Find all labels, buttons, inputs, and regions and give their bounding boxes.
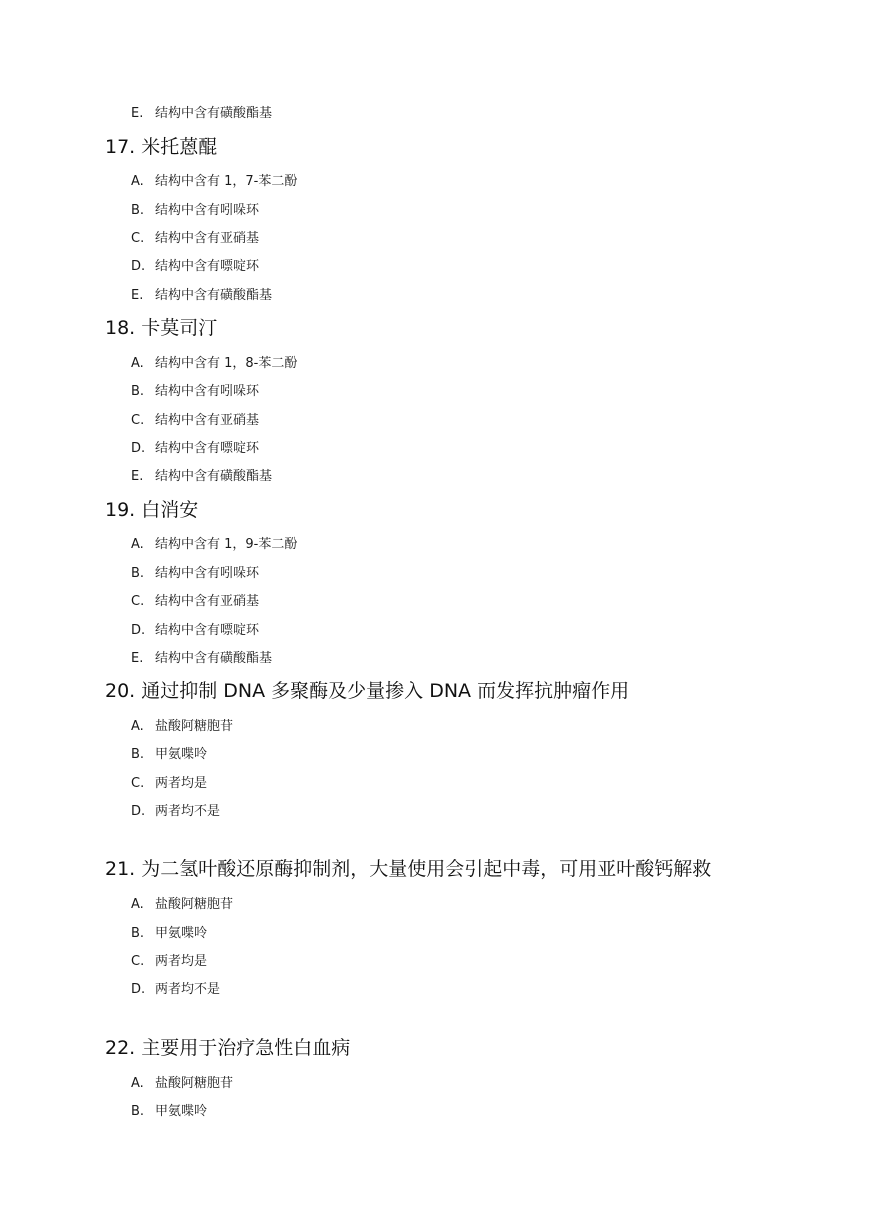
option-item (131, 468, 272, 486)
option-item (131, 1075, 233, 1093)
option-letter: C. (131, 954, 145, 969)
option-letter: D. (131, 804, 146, 819)
option-letter: A. (131, 897, 144, 912)
question-17-title: 17. 米托蒽醌 (105, 136, 218, 158)
option-letter: C. (131, 594, 145, 609)
option-item (131, 355, 297, 373)
question-22-title: 22. 主要用于治疗急性白血病 (105, 1037, 351, 1059)
option-letter: A. (131, 174, 144, 189)
option-letter: D. (131, 441, 146, 456)
option-item (131, 622, 259, 640)
option-letter: D. (131, 982, 146, 997)
option-item (131, 953, 207, 971)
option-text: 结构中含有吲哚环 (155, 203, 260, 218)
option-text: 结构中含有 1，7-苯二酚 (155, 174, 298, 189)
option-item (131, 775, 207, 793)
option-text: 两者均不是 (155, 982, 221, 997)
option-letter: B. (131, 1104, 145, 1119)
option-letter: B. (131, 203, 145, 218)
option-letter: E. (131, 288, 144, 303)
option-text: 结构中含有磺酸酯基 (155, 651, 273, 666)
option-text: 结构中含有亚硝基 (155, 413, 260, 428)
option-item (131, 383, 259, 401)
option-letter: A. (131, 537, 144, 552)
option-item (131, 803, 220, 821)
option-text: 两者均不是 (155, 804, 221, 819)
option-letter: A. (131, 356, 144, 371)
option-text: 结构中含有吲哚环 (155, 566, 260, 581)
option-text: 结构中含有嘌啶环 (155, 441, 260, 456)
option-letter: E. (131, 106, 144, 121)
option-item (131, 412, 259, 430)
option-letter: A. (131, 1076, 144, 1091)
question-19-title: 19. 白消安 (105, 499, 199, 521)
option-item (131, 718, 233, 736)
option-text: 盐酸阿糖胞苷 (155, 897, 234, 912)
option-item (131, 925, 207, 943)
option-item (131, 536, 297, 554)
option-letter: C. (131, 231, 145, 246)
option-letter: B. (131, 384, 145, 399)
option-item (131, 440, 259, 458)
option-item (131, 565, 259, 583)
option-letter: E. (131, 651, 144, 666)
option-item (131, 287, 272, 305)
option-item (131, 258, 259, 276)
option-item (131, 981, 220, 999)
option-letter: B. (131, 747, 145, 762)
option-text: 结构中含有 1，9-苯二酚 (155, 537, 298, 552)
option-letter: B. (131, 926, 145, 941)
option-text: 结构中含有嘌啶环 (155, 623, 260, 638)
option-text: 结构中含有 1，8-苯二酚 (155, 356, 298, 371)
option-letter: B. (131, 566, 145, 581)
question-20-title: 20. 通过抑制 DNA 多聚酶及少量掺入 DNA 而发挥抗肿瘤作用 (105, 680, 630, 702)
option-text: 结构中含有磺酸酯基 (155, 106, 273, 121)
option-item (131, 1103, 207, 1121)
option-item (131, 105, 272, 123)
option-item (131, 230, 259, 248)
question-21-title: 21. 为二氢叶酸还原酶抑制剂，大量使用会引起中毒，可用亚叶酸钙解救 (105, 858, 712, 880)
option-item (131, 896, 233, 914)
option-text: 甲氨喋呤 (155, 747, 208, 762)
option-text: 结构中含有亚硝基 (155, 231, 260, 246)
question-18-title: 18. 卡莫司汀 (105, 317, 218, 339)
option-item (131, 593, 259, 611)
option-text: 结构中含有磺酸酯基 (155, 469, 273, 484)
option-item (131, 650, 272, 668)
option-letter: C. (131, 776, 145, 791)
option-letter: E. (131, 469, 144, 484)
option-text: 两者均是 (155, 954, 208, 969)
option-text: 甲氨喋呤 (155, 1104, 208, 1119)
option-text: 结构中含有亚硝基 (155, 594, 260, 609)
option-letter: D. (131, 259, 146, 274)
option-text: 两者均是 (155, 776, 208, 791)
option-text: 盐酸阿糖胞苷 (155, 1076, 234, 1091)
option-item (131, 173, 297, 191)
option-text: 结构中含有嘌啶环 (155, 259, 260, 274)
option-letter: A. (131, 719, 144, 734)
option-item (131, 202, 259, 220)
option-text: 结构中含有磺酸酯基 (155, 288, 273, 303)
option-text: 盐酸阿糖胞苷 (155, 719, 234, 734)
option-item (131, 746, 207, 764)
option-text: 结构中含有吲哚环 (155, 384, 260, 399)
option-letter: C. (131, 413, 145, 428)
option-text: 甲氨喋呤 (155, 926, 208, 941)
option-letter: D. (131, 623, 146, 638)
